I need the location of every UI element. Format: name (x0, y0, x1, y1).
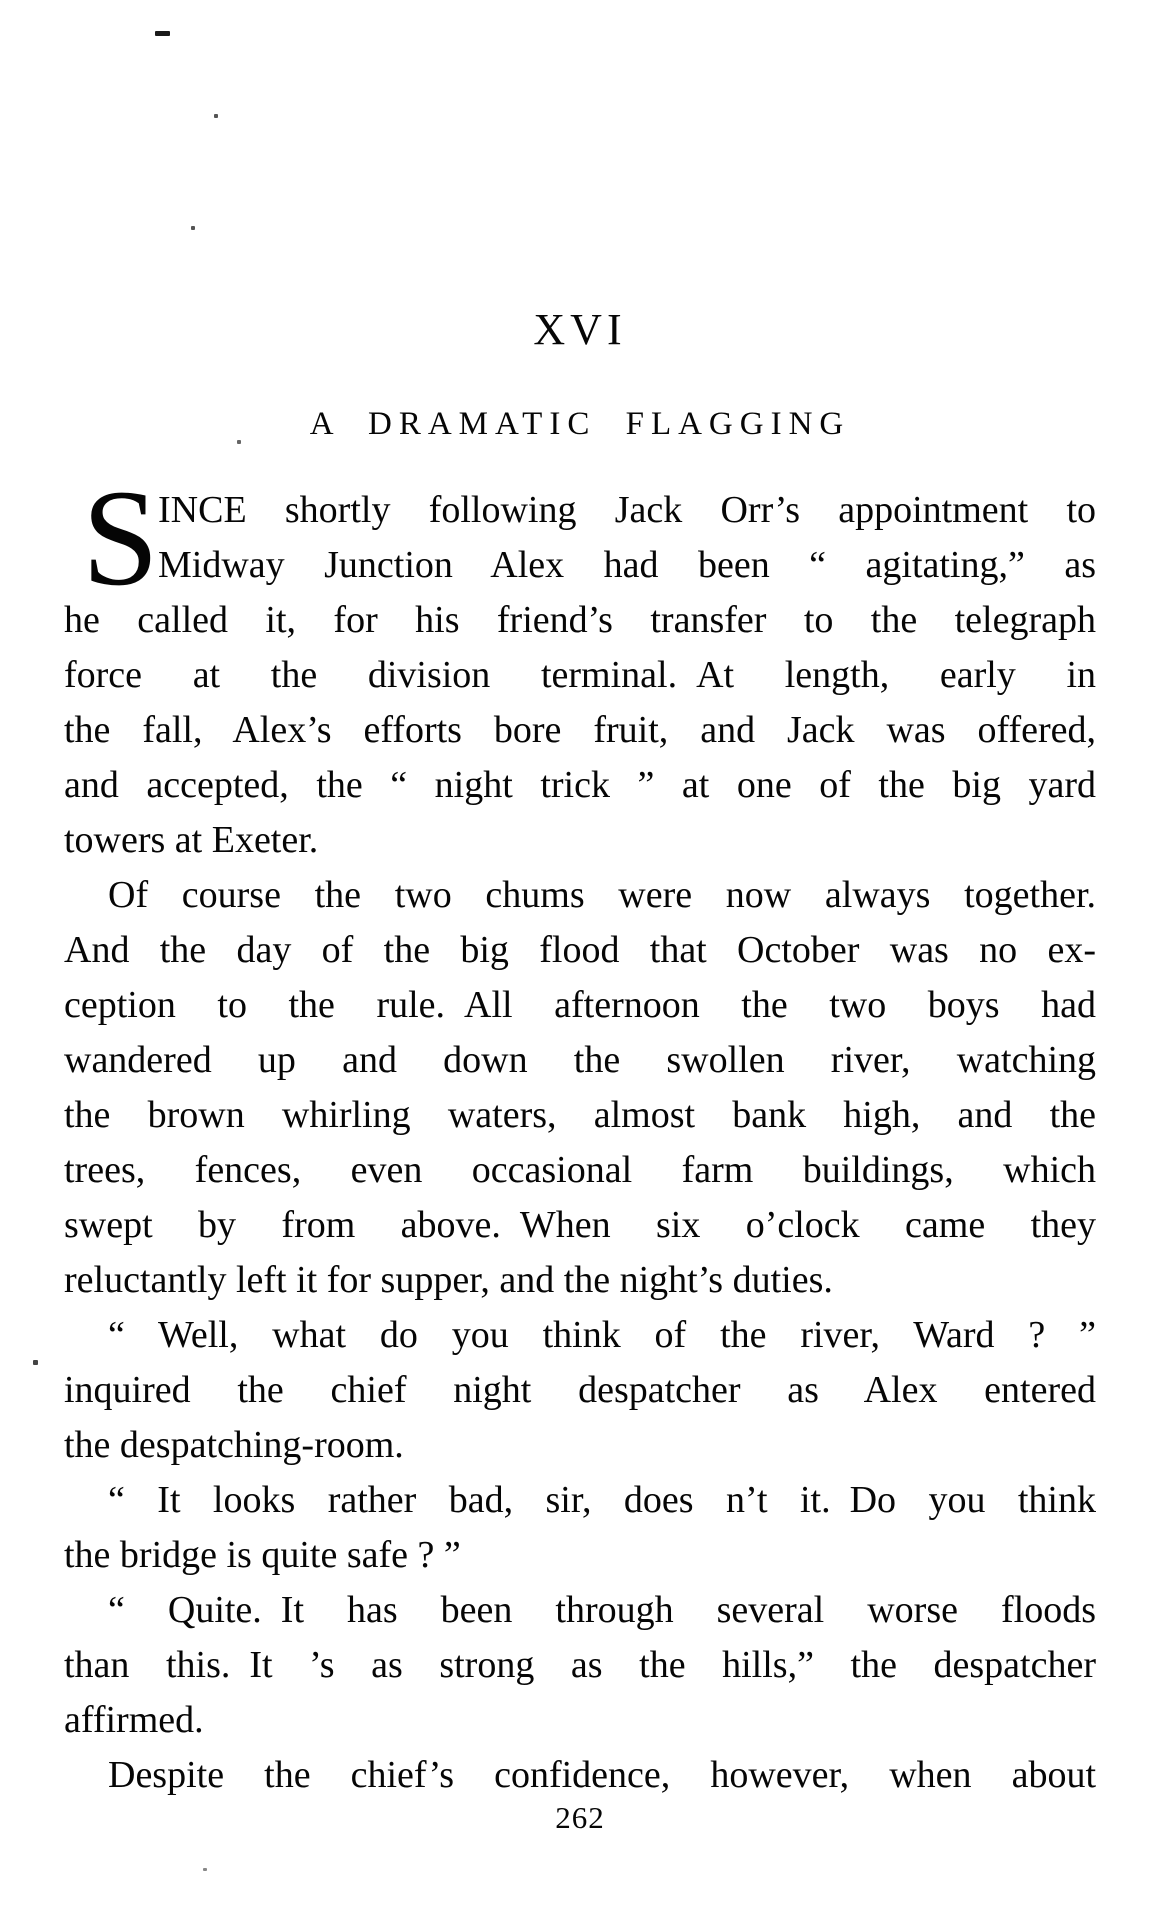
text-line: force at the division terminal. At length, early in (64, 654, 1096, 696)
text-line: the despatching-room. (64, 1424, 404, 1466)
scan-artifact-dot (33, 1360, 38, 1365)
text-line: wandered up and down the swollen river, watching (64, 1039, 1096, 1081)
drop-cap-letter: S (82, 461, 159, 614)
text-line: “ It looks rather bad, sir, does n’t it. Do you think (108, 1479, 1096, 1521)
text-line: “ Well, what do you think of the river, Ward ? ” (108, 1314, 1096, 1356)
text-line: And the day of the big flood that October was no ex- (64, 929, 1096, 971)
text-line: and accepted, the “ night trick ” at one of the big yard (64, 764, 1096, 806)
text-line: trees, fences, even occasional farm buildings, which (64, 1149, 1096, 1191)
scan-artifact-dash (155, 31, 170, 36)
scan-artifact-dot (214, 114, 218, 118)
text-line: “ Quite. It has been through several worse floods (108, 1589, 1096, 1631)
text-line: Midway Junction Alex had been “ agitating,” as (158, 544, 1096, 586)
text-line: Of course the two chums were now always together. (108, 874, 1096, 916)
page-number: 262 (555, 1800, 605, 1835)
text-line: inquired the chief night despatcher as Alex entered (64, 1369, 1096, 1411)
text-line: he called it, for his friend’s transfer to the telegraph (64, 599, 1096, 641)
text-line: towers at Exeter. (64, 819, 319, 861)
text-line: the brown whirling waters, almost bank high, and the (64, 1094, 1096, 1136)
text-line: the bridge is quite safe ? ” (64, 1534, 461, 1576)
text-line: INCE shortly following Jack Orr’s appointment to (158, 489, 1096, 531)
text-line: affirmed. (64, 1699, 204, 1741)
chapter-title: A DRAMATIC FLAGGING (309, 406, 851, 442)
text-line: reluctantly left it for supper, and the night’s duties. (64, 1259, 833, 1301)
text-line: swept by from above. When six o’clock came they (64, 1204, 1096, 1246)
body-text (64, 461, 1096, 1803)
scan-artifact-dot (203, 1868, 207, 1871)
text-line: the fall, Alex’s efforts bore fruit, and Jack was offered, (64, 709, 1096, 751)
scan-artifact-dot (191, 226, 195, 230)
text-line: ception to the rule. All afternoon the two boys had (64, 984, 1096, 1026)
text-line: than this. It ’s as strong as the hills,” the despatcher (64, 1644, 1096, 1686)
chapter-number: XVI (533, 305, 627, 354)
text-line: Despite the chief’s confidence, however, when about (108, 1754, 1096, 1796)
